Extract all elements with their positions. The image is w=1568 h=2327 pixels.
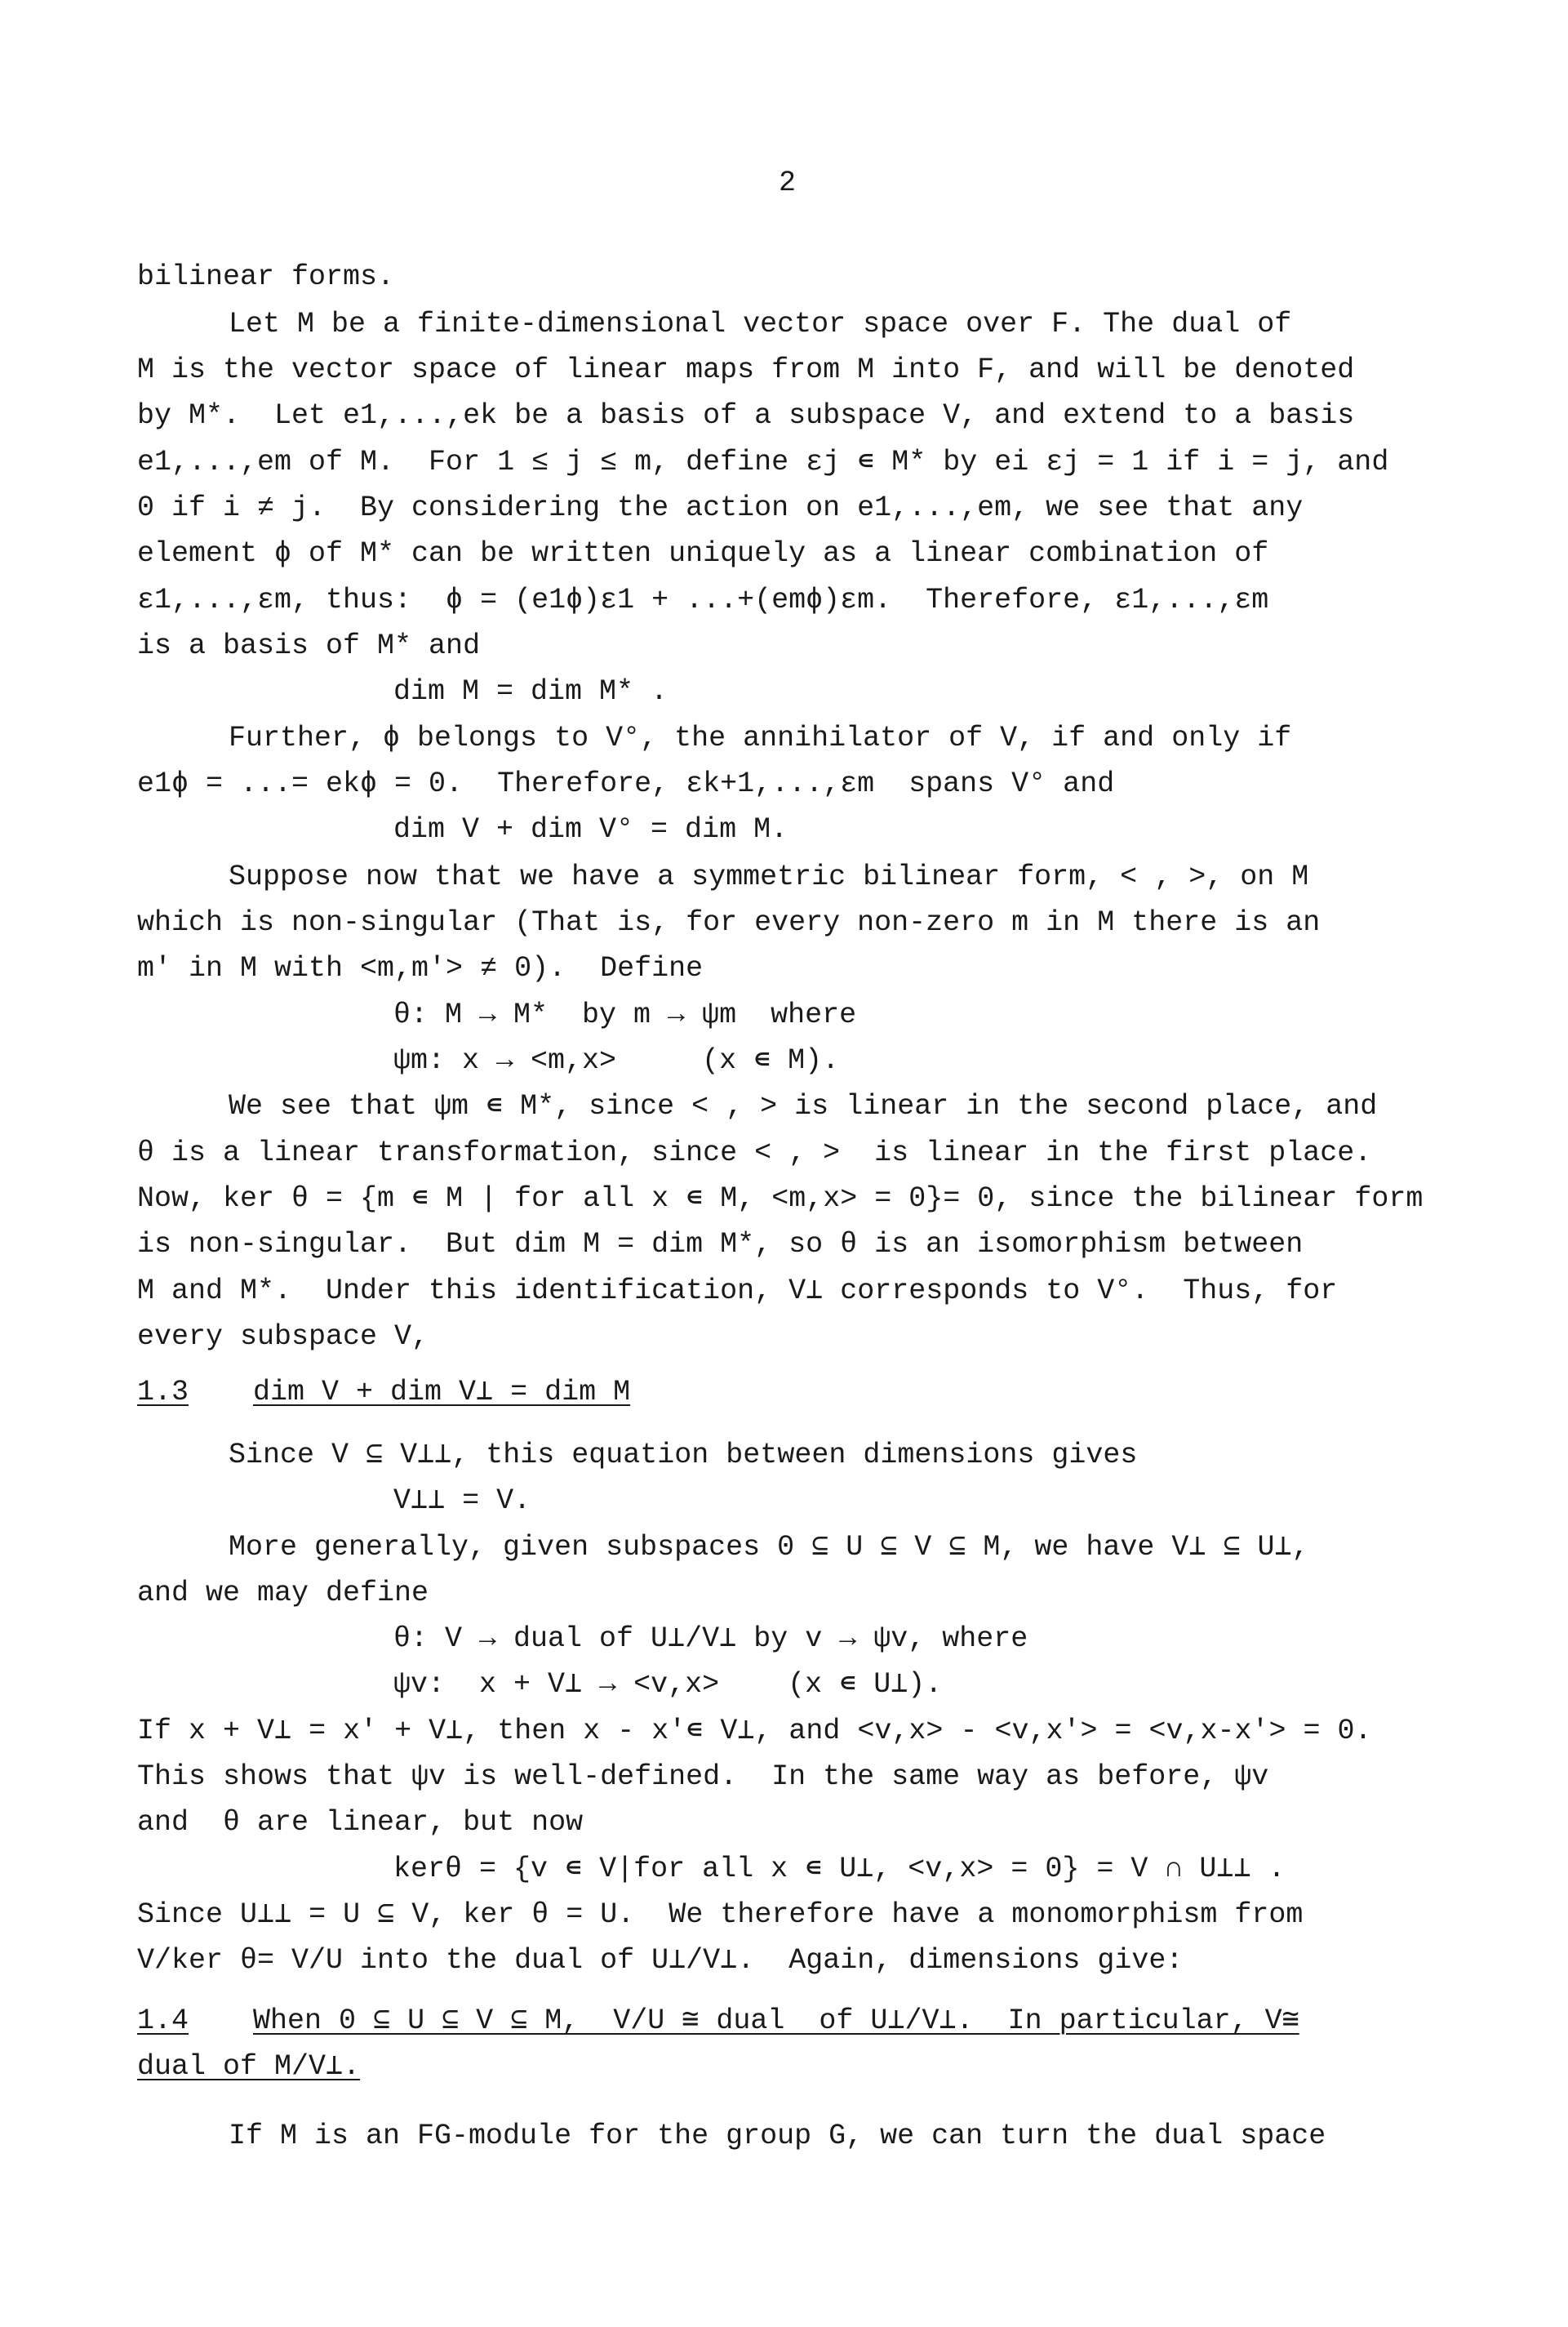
theorem-statement: dim V + dim V⊥ = dim M: [253, 1376, 631, 1408]
text-line: Suppose now that we have a symmetric bilinear form, < , >, on M: [229, 861, 1309, 893]
text-line: by M*. Let e1,...,ek be a basis of a subspace V, and extend to a basis: [137, 399, 1355, 432]
equation: dim M = dim M* .: [393, 675, 669, 708]
text-line: and we may define: [137, 1577, 429, 1609]
equation: kerθ = {v ∊ V|for all x ∊ U⊥, <v,x> = 0} = V ∩ U⊥⊥ .: [393, 1853, 1286, 1885]
text-line: V/ker θ= V/U into the dual of U⊥/V⊥. Again, dimensions give:: [137, 1944, 1184, 1977]
text-line: We see that ψm ∊ M*, since < , > is linear in the second place, and: [229, 1090, 1378, 1123]
text-line: Let M be a finite-dimensional vector space over F. The dual of: [229, 308, 1292, 340]
text-line: M is the vector space of linear maps from M into F, and will be denoted: [137, 354, 1355, 386]
text-line: If x + V⊥ = x' + V⊥, then x - x'∊ V⊥, and <v,x> - <v,x'> = <v,x-x'> = 0.: [137, 1715, 1372, 1747]
text-line: More generally, given subspaces 0 ⊆ U ⊆ V ⊆ M, we have V⊥ ⊆ U⊥,: [229, 1531, 1309, 1564]
theorem-statement: When 0 ⊆ U ⊆ V ⊆ M, V/U ≅ dual of U⊥/V⊥. In particular, V≅: [253, 2004, 1299, 2037]
theorem-statement: dual of M/V⊥.: [137, 2050, 361, 2083]
text-line: element ϕ of M* can be written uniquely as a linear combination of: [137, 537, 1269, 570]
text-line: e1,...,em of M. For 1 ≤ j ≤ m, define εj ∊ M* by ei εj = 1 if i = j, and: [137, 446, 1389, 478]
text-line: is a basis of M* and: [137, 630, 481, 662]
text-line: Since V ⊆ V⊥⊥, this equation between dimensions gives: [229, 1439, 1138, 1471]
text-line: and θ are linear, but now: [137, 1806, 584, 1839]
text-line: 0 if i ≠ j. By considering the action on e1,...,em, we see that any: [137, 492, 1304, 524]
text-line: This shows that ψv is well-defined. In the same way as before, ψv: [137, 1760, 1269, 1793]
section-number: 1.3: [137, 1376, 189, 1408]
equation: dim V + dim V° = dim M.: [393, 813, 788, 846]
text-line: Since U⊥⊥ = U ⊆ V, ker θ = U. We therefore have a monomorphism from: [137, 1898, 1304, 1931]
text-line: which is non-singular (That is, for every non-zero m in M there is an: [137, 906, 1321, 939]
text-line: θ is a linear transformation, since < , > is linear in the first place.: [137, 1137, 1372, 1169]
text-line: bilinear forms.: [137, 260, 395, 293]
equation: θ: M → M* by m → ψm where: [393, 999, 857, 1031]
equation: ψm: x → <m,x> (x ∊ M).: [393, 1044, 840, 1077]
section-number: 1.4: [137, 2004, 189, 2037]
equation: θ: V → dual of U⊥/V⊥ by v → ψv, where: [393, 1622, 1028, 1655]
text-line: is non-singular. But dim M = dim M*, so θ is an isomorphism between: [137, 1228, 1304, 1261]
text-line: m' in M with <m,m'> ≠ 0). Define: [137, 952, 704, 985]
text-line: If M is an FG-module for the group G, we can turn the dual space: [229, 2120, 1326, 2152]
text-line: Further, ϕ belongs to V°, the annihilator of V, if and only if: [229, 722, 1292, 754]
text-line: M and M*. Under this identification, V⊥ corresponds to V°. Thus, for: [137, 1275, 1338, 1307]
text-line: every subspace V,: [137, 1320, 429, 1353]
text-line: e1ϕ = ...= ekϕ = 0. Therefore, εk+1,...,εm spans V° and: [137, 768, 1115, 800]
text-line: Now, ker θ = {m ∊ M | for all x ∊ M, <m,x> = 0}= 0, since the bilinear form: [137, 1182, 1424, 1215]
equation: V⊥⊥ = V.: [393, 1484, 531, 1517]
text-line: ε1,...,εm, thus: ϕ = (e1ϕ)ε1 + ...+(emϕ)εm. Therefore, ε1,...,εm: [137, 584, 1269, 616]
page-number: 2: [779, 167, 797, 199]
equation: ψv: x + V⊥ → <v,x> (x ∊ U⊥).: [393, 1668, 943, 1701]
